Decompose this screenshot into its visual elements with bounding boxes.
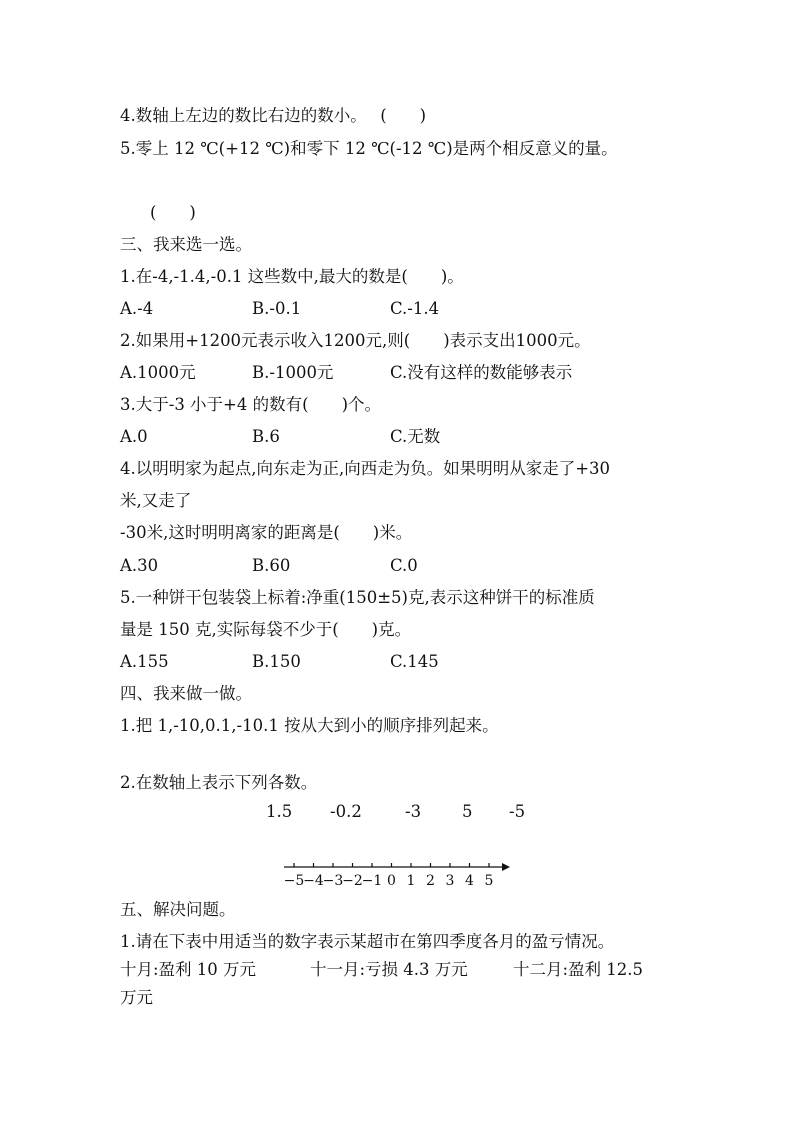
do-q2: 2.在数轴上表示下列各数。 <box>120 773 318 792</box>
do-q1: 1.把 1,-10,0.1,-10.1 按从大到小的顺序排列起来。 <box>120 716 499 735</box>
judge-q5: 5.零上 12 ℃(+12 ℃)和零下 12 ℃(-12 ℃)是两个相反意义的量。 <box>120 139 618 158</box>
number-2: -0.2 <box>330 802 362 821</box>
choose-q4-option-a: A.30 <box>120 556 159 575</box>
solve-december: 十二月:盈利 12.5 <box>513 960 644 979</box>
number-line-label: −2 <box>342 873 363 889</box>
solve-november: 十一月:亏损 4.3 万元 <box>310 960 468 979</box>
choose-q3-option-a: A.0 <box>120 427 148 446</box>
number-line <box>280 855 520 895</box>
choose-q4-line3: -30米,这时明明离家的距离是( )米。 <box>120 523 413 542</box>
number-line-label: 0 <box>387 873 396 889</box>
section-five-heading: 五、解决问题。 <box>120 900 236 919</box>
choose-q2-option-c: C.没有这样的数能够表示 <box>390 363 573 382</box>
choose-q1-option-c: C.-1.4 <box>390 299 440 318</box>
section-four-heading: 四、我来做一做。 <box>120 684 252 703</box>
solve-q1: 1.请在下表中用适当的数字表示某超市在第四季度各月的盈亏情况。 <box>120 932 615 951</box>
number-4: 5 <box>462 802 473 821</box>
number-line-label: −3 <box>322 873 344 889</box>
choose-q1: 1.在-4,-1.4,-0.1 这些数中,最大的数是( )。 <box>120 267 464 286</box>
choose-q5-line1: 5.一种饼干包装袋上标着:净重(150±5)克,表示这种饼干的标准质 <box>120 588 595 607</box>
number-line-label: 2 <box>426 873 435 889</box>
choose-q5-line2: 量是 150 克,实际每袋不少于( )克。 <box>120 620 412 639</box>
choose-q5-option-c: C.145 <box>390 652 439 671</box>
solve-october: 十月:盈利 10 万元 <box>120 960 257 979</box>
number-line-label: −5 <box>283 873 305 889</box>
choose-q1-option-b: B.-0.1 <box>252 299 302 318</box>
choose-q2-option-b: B.-1000元 <box>252 363 334 382</box>
choose-q4-option-c: C.0 <box>390 556 418 575</box>
choose-q4-line2: 米,又走了 <box>120 491 192 510</box>
number-1: 1.5 <box>266 802 293 821</box>
choose-q2-option-a: A.1000元 <box>120 363 196 382</box>
number-5: -5 <box>509 802 526 821</box>
number-line-label: 3 <box>445 873 455 889</box>
choose-q4-option-b: B.60 <box>252 556 291 575</box>
number-line-label: −4 <box>303 873 324 889</box>
choose-q3: 3.大于-3 小于+4 的数有( )个。 <box>120 395 382 414</box>
number-line-label: −1 <box>361 873 383 889</box>
solve-december-unit: 万元 <box>120 988 153 1007</box>
number-3: -3 <box>405 802 422 821</box>
arrow-right-icon <box>502 863 510 871</box>
choose-q5-option-a: A.155 <box>120 652 169 671</box>
judge-q4: 4.数轴上左边的数比右边的数小。 ( ) <box>120 106 427 125</box>
choose-q4-line1: 4.以明明家为起点,向东走为正,向西走为负。如果明明从家走了+30 <box>120 459 611 478</box>
number-line-label: 5 <box>484 873 494 889</box>
section-three-heading: 三、我来选一选。 <box>120 235 252 254</box>
choose-q3-option-c: C.无数 <box>390 427 441 446</box>
choose-q2: 2.如果用+1200元表示收入1200元,则( )表示支出1000元。 <box>120 331 591 350</box>
number-line-label: 1 <box>406 873 416 889</box>
choose-q1-option-a: A.-4 <box>120 299 154 318</box>
judge-q5-answer-paren: ( ) <box>150 203 196 222</box>
choose-q5-option-b: B.150 <box>252 652 301 671</box>
choose-q3-option-b: B.6 <box>252 427 280 446</box>
number-line-label: 4 <box>465 873 474 889</box>
